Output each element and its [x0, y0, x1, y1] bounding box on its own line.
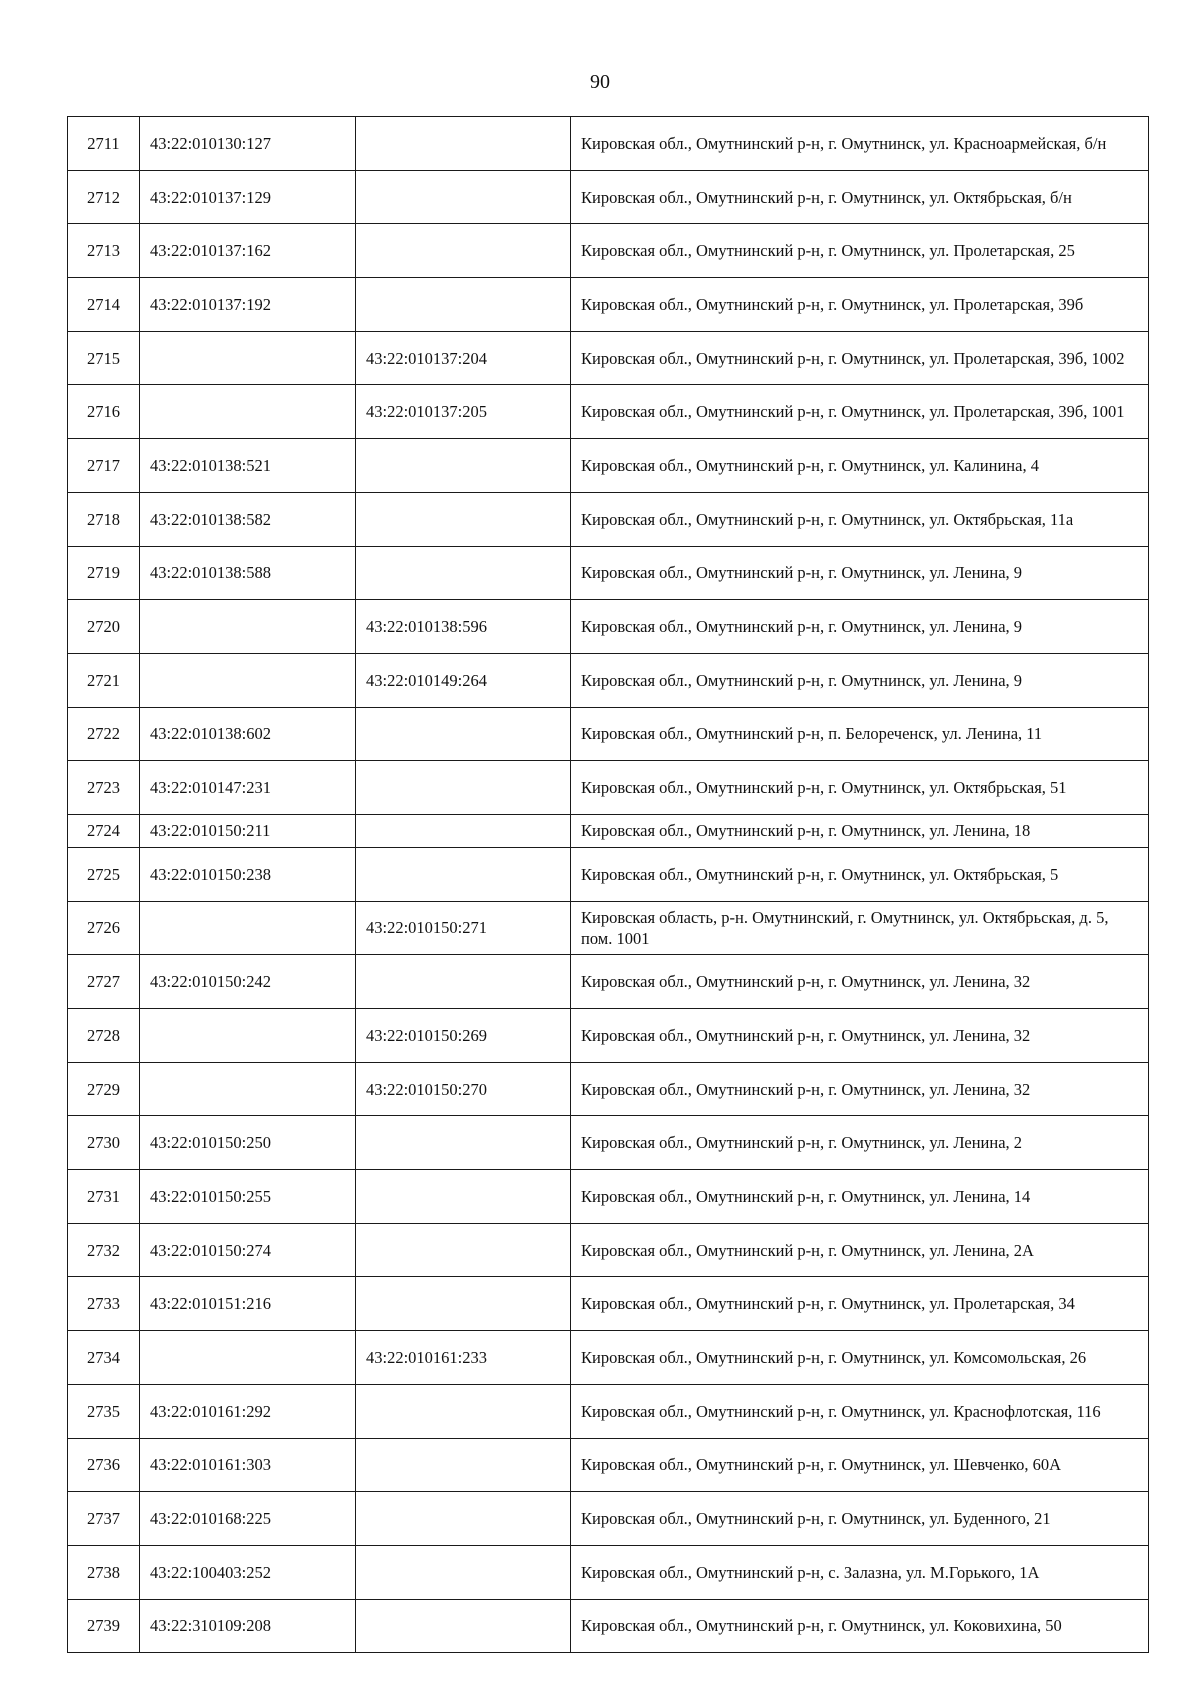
- table-row: [68, 1438, 1149, 1492]
- table-row: [68, 439, 1149, 493]
- row-number-cell: 2727: [68, 955, 140, 1009]
- row-number-cell: 2738: [68, 1545, 140, 1599]
- table-row: [68, 814, 1149, 847]
- cadastral-number-cell: 43:22:010150:211: [140, 814, 356, 847]
- cadastral-number-premises-cell: 43:22:010137:205: [356, 385, 571, 439]
- address-cell: Кировская обл., Омутнинский р-н, г. Омутнинск, ул. Ленина, 9: [571, 653, 1149, 707]
- cadastral-number-premises-cell: [356, 278, 571, 332]
- registry-table: [67, 116, 1149, 1653]
- address-cell: Кировская обл., Омутнинский р-н, г. Омутнинск, ул. Ленина, 32: [571, 1062, 1149, 1116]
- address-cell: Кировская обл., Омутнинский р-н, г. Омутнинск, ул. Комсомольская, 26: [571, 1331, 1149, 1385]
- row-number-cell: 2717: [68, 439, 140, 493]
- row-number-cell: 2721: [68, 653, 140, 707]
- cadastral-number-cell: 43:22:010151:216: [140, 1277, 356, 1331]
- table-row: [68, 1009, 1149, 1063]
- row-number-cell: 2726: [68, 901, 140, 955]
- cadastral-number-premises-cell: [356, 847, 571, 901]
- row-number-cell: 2711: [68, 117, 140, 171]
- address-cell: Кировская обл., Омутнинский р-н, г. Омутнинск, ул. Ленина, 9: [571, 546, 1149, 600]
- cadastral-number-premises-cell: 43:22:010150:269: [356, 1009, 571, 1063]
- row-number-cell: 2720: [68, 600, 140, 654]
- table-row: [68, 1384, 1149, 1438]
- address-cell: Кировская обл., Омутнинский р-н, г. Омутнинск, ул. Октябрьская, 51: [571, 761, 1149, 815]
- table-row: [68, 1277, 1149, 1331]
- cadastral-number-premises-cell: [356, 170, 571, 224]
- table-row: [68, 901, 1149, 955]
- table-row: [68, 1062, 1149, 1116]
- cadastral-number-premises-cell: 43:22:010150:271: [356, 901, 571, 955]
- cadastral-number-premises-cell: [356, 1599, 571, 1653]
- row-number-cell: 2716: [68, 385, 140, 439]
- table-row: [68, 1116, 1149, 1170]
- table-row: [68, 1545, 1149, 1599]
- cadastral-number-premises-cell: [356, 761, 571, 815]
- row-number-cell: 2739: [68, 1599, 140, 1653]
- cadastral-number-premises-cell: [356, 1545, 571, 1599]
- table-row: [68, 955, 1149, 1009]
- address-cell: Кировская обл., Омутнинский р-н, г. Омутнинск, ул. Пролетарская, 25: [571, 224, 1149, 278]
- cadastral-number-premises-cell: [356, 1277, 571, 1331]
- table-row: [68, 847, 1149, 901]
- row-number-cell: 2732: [68, 1223, 140, 1277]
- table-row: [68, 1492, 1149, 1546]
- cadastral-number-cell: 43:22:010138:521: [140, 439, 356, 493]
- address-cell: Кировская обл., Омутнинский р-н, г. Омутнинск, ул. Пролетарская, 39б, 1001: [571, 385, 1149, 439]
- address-cell: Кировская обл., Омутнинский р-н, г. Омутнинск, ул. Ленина, 14: [571, 1170, 1149, 1224]
- address-cell: Кировская обл., Омутнинский р-н, с. Залазна, ул. М.Горького, 1А: [571, 1545, 1149, 1599]
- address-cell: Кировская обл., Омутнинский р-н, г. Омутнинск, ул. Пролетарская, 39б, 1002: [571, 331, 1149, 385]
- address-cell: Кировская обл., Омутнинский р-н, г. Омутнинск, ул. Октябрьская, б/н: [571, 170, 1149, 224]
- row-number-cell: 2712: [68, 170, 140, 224]
- cadastral-number-cell: [140, 653, 356, 707]
- cadastral-number-cell: [140, 1009, 356, 1063]
- address-cell: Кировская обл., Омутнинский р-н, г. Омутнинск, ул. Красноармейская, б/н: [571, 117, 1149, 171]
- cadastral-number-cell: 43:22:010147:231: [140, 761, 356, 815]
- cadastral-number-cell: 43:22:010137:192: [140, 278, 356, 332]
- row-number-cell: 2725: [68, 847, 140, 901]
- cadastral-number-premises-cell: [356, 439, 571, 493]
- row-number-cell: 2713: [68, 224, 140, 278]
- row-number-cell: 2714: [68, 278, 140, 332]
- address-cell: Кировская обл., Омутнинский р-н, г. Омутнинск, ул. Пролетарская, 34: [571, 1277, 1149, 1331]
- cadastral-number-cell: 43:22:010137:129: [140, 170, 356, 224]
- cadastral-number-premises-cell: [356, 492, 571, 546]
- cadastral-number-cell: 43:22:010130:127: [140, 117, 356, 171]
- registry-table-body: [68, 117, 1149, 1653]
- table-row: [68, 385, 1149, 439]
- address-cell: Кировская обл., Омутнинский р-н, г. Омутнинск, ул. Ленина, 18: [571, 814, 1149, 847]
- address-cell: Кировская обл., Омутнинский р-н, г. Омутнинск, ул. Краснофлотская, 116: [571, 1384, 1149, 1438]
- cadastral-number-premises-cell: [356, 1116, 571, 1170]
- table-row: [68, 707, 1149, 761]
- cadastral-number-premises-cell: [356, 117, 571, 171]
- table-row: [68, 761, 1149, 815]
- cadastral-number-premises-cell: [356, 1223, 571, 1277]
- cadastral-number-cell: 43:22:010168:225: [140, 1492, 356, 1546]
- address-cell: Кировская обл., Омутнинский р-н, г. Омутнинск, ул. Шевченко, 60А: [571, 1438, 1149, 1492]
- row-number-cell: 2723: [68, 761, 140, 815]
- cadastral-number-premises-cell: [356, 1170, 571, 1224]
- cadastral-number-cell: 43:22:010161:303: [140, 1438, 356, 1492]
- table-row: [68, 278, 1149, 332]
- row-number-cell: 2737: [68, 1492, 140, 1546]
- table-row: [68, 170, 1149, 224]
- cadastral-number-cell: 43:22:010150:274: [140, 1223, 356, 1277]
- cadastral-number-cell: [140, 1331, 356, 1385]
- cadastral-number-premises-cell: 43:22:010161:233: [356, 1331, 571, 1385]
- address-cell: Кировская обл., Омутнинский р-н, г. Омутнинск, ул. Пролетарская, 39б: [571, 278, 1149, 332]
- address-cell: Кировская обл., Омутнинский р-н, г. Омутнинск, ул. Коковихина, 50: [571, 1599, 1149, 1653]
- row-number-cell: 2728: [68, 1009, 140, 1063]
- page-number: 90: [590, 71, 610, 93]
- cadastral-number-cell: 43:22:010150:242: [140, 955, 356, 1009]
- row-number-cell: 2734: [68, 1331, 140, 1385]
- row-number-cell: 2731: [68, 1170, 140, 1224]
- row-number-cell: 2719: [68, 546, 140, 600]
- row-number-cell: 2715: [68, 331, 140, 385]
- cadastral-number-premises-cell: 43:22:010138:596: [356, 600, 571, 654]
- row-number-cell: 2736: [68, 1438, 140, 1492]
- row-number-cell: 2735: [68, 1384, 140, 1438]
- cadastral-number-cell: 43:22:010150:255: [140, 1170, 356, 1224]
- cadastral-number-premises-cell: 43:22:010149:264: [356, 653, 571, 707]
- cadastral-number-premises-cell: [356, 1384, 571, 1438]
- cadastral-number-premises-cell: [356, 814, 571, 847]
- cadastral-number-cell: 43:22:010138:582: [140, 492, 356, 546]
- address-cell: Кировская обл., Омутнинский р-н, г. Омутнинск, ул. Буденного, 21: [571, 1492, 1149, 1546]
- cadastral-number-cell: [140, 600, 356, 654]
- table-row: [68, 653, 1149, 707]
- table-row: [68, 1599, 1149, 1653]
- row-number-cell: 2733: [68, 1277, 140, 1331]
- address-cell: Кировская обл., Омутнинский р-н, г. Омутнинск, ул. Калинина, 4: [571, 439, 1149, 493]
- cadastral-number-cell: 43:22:310109:208: [140, 1599, 356, 1653]
- cadastral-number-premises-cell: 43:22:010137:204: [356, 331, 571, 385]
- cadastral-number-premises-cell: [356, 955, 571, 1009]
- address-cell: Кировская обл., Омутнинский р-н, г. Омутнинск, ул. Ленина, 2А: [571, 1223, 1149, 1277]
- address-cell: Кировская обл., Омутнинский р-н, п. Белореченск, ул. Ленина, 11: [571, 707, 1149, 761]
- row-number-cell: 2724: [68, 814, 140, 847]
- address-cell: Кировская обл., Омутнинский р-н, г. Омутнинск, ул. Октябрьская, 5: [571, 847, 1149, 901]
- table-row: [68, 117, 1149, 171]
- cadastral-number-premises-cell: [356, 546, 571, 600]
- table-row: [68, 1331, 1149, 1385]
- cadastral-number-cell: 43:22:010150:238: [140, 847, 356, 901]
- cadastral-number-premises-cell: [356, 224, 571, 278]
- address-cell: Кировская обл., Омутнинский р-н, г. Омутнинск, ул. Ленина, 2: [571, 1116, 1149, 1170]
- table-row: [68, 600, 1149, 654]
- address-cell: Кировская обл., Омутнинский р-н, г. Омутнинск, ул. Октябрьская, 11а: [571, 492, 1149, 546]
- cadastral-number-premises-cell: [356, 1492, 571, 1546]
- cadastral-number-premises-cell: [356, 707, 571, 761]
- cadastral-number-premises-cell: 43:22:010150:270: [356, 1062, 571, 1116]
- table-row: [68, 492, 1149, 546]
- cadastral-number-cell: [140, 1062, 356, 1116]
- row-number-cell: 2730: [68, 1116, 140, 1170]
- cadastral-number-cell: 43:22:010137:162: [140, 224, 356, 278]
- cadastral-number-premises-cell: [356, 1438, 571, 1492]
- cadastral-number-cell: [140, 331, 356, 385]
- table-row: [68, 331, 1149, 385]
- table-row: [68, 224, 1149, 278]
- row-number-cell: 2729: [68, 1062, 140, 1116]
- address-cell: Кировская обл., Омутнинский р-н, г. Омутнинск, ул. Ленина, 32: [571, 1009, 1149, 1063]
- row-number-cell: 2718: [68, 492, 140, 546]
- cadastral-number-cell: 43:22:010138:588: [140, 546, 356, 600]
- cadastral-number-cell: 43:22:010138:602: [140, 707, 356, 761]
- table-row: [68, 546, 1149, 600]
- cadastral-number-cell: 43:22:100403:252: [140, 1545, 356, 1599]
- cadastral-number-cell: [140, 385, 356, 439]
- address-cell: Кировская область, р-н. Омутнинский, г. Омутнинск, ул. Октябрьская, д. 5, пом. 1001: [571, 901, 1149, 955]
- cadastral-number-cell: [140, 901, 356, 955]
- row-number-cell: 2722: [68, 707, 140, 761]
- cadastral-number-cell: 43:22:010150:250: [140, 1116, 356, 1170]
- table-row: [68, 1170, 1149, 1224]
- table-row: [68, 1223, 1149, 1277]
- cadastral-number-cell: 43:22:010161:292: [140, 1384, 356, 1438]
- address-cell: Кировская обл., Омутнинский р-н, г. Омутнинск, ул. Ленина, 9: [571, 600, 1149, 654]
- address-cell: Кировская обл., Омутнинский р-н, г. Омутнинск, ул. Ленина, 32: [571, 955, 1149, 1009]
